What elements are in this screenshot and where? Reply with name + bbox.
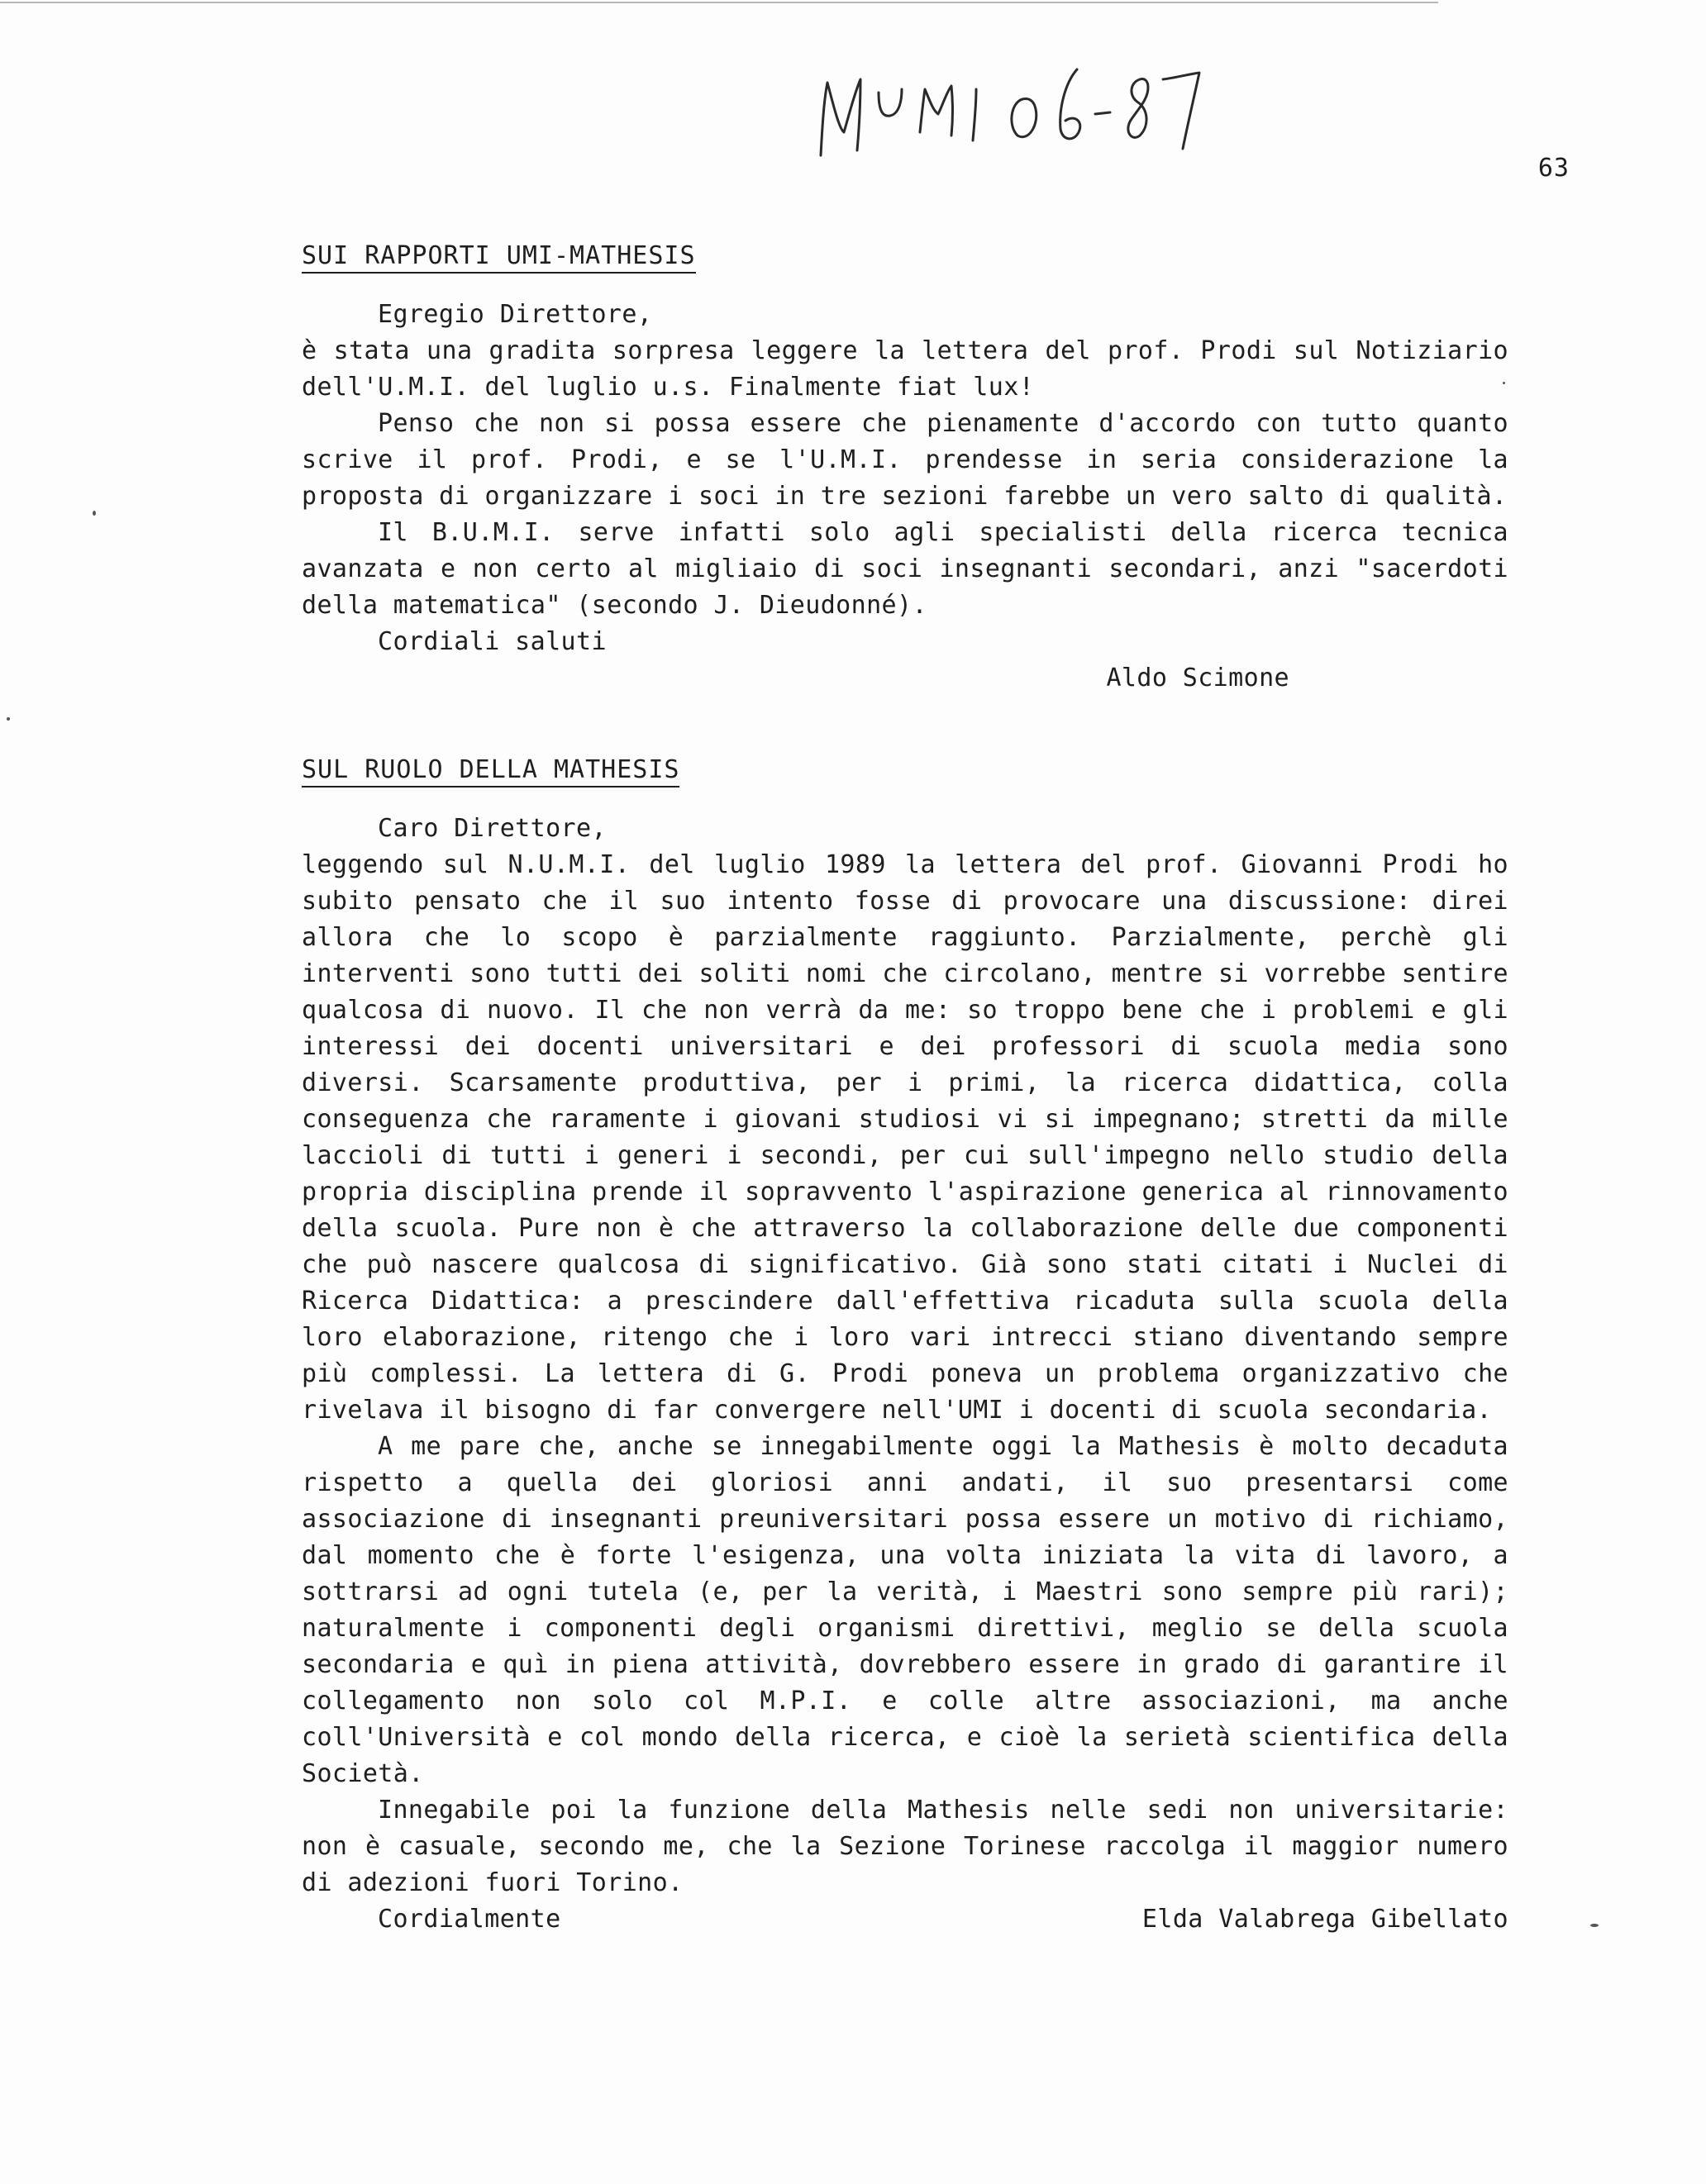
- letter-signature: Elda Valabrega Gibellato: [1141, 1905, 1508, 1934]
- letter-paragraph: Penso che non si possa essere che pienamente d'accordo con tutto quanto scrive il prof. Prodi, e se l'U.M.I. prendesse in seria considerazione la proposta di organizzare i soci in tre sezioni farebbe un vero salto di qualità.: [302, 409, 1508, 511]
- letter-section-1: [302, 241, 1508, 697]
- letter-paragraph: Innegabile poi la funzione della Mathesis nelle sedi non universitarie: non è casuale, secondo me, che la Sezione Torinese raccolga il maggior numero di adezioni fuori Torino.: [302, 1796, 1508, 1897]
- scan-speck: [7, 717, 10, 721]
- letter-body: [302, 297, 1508, 660]
- letter-title: SUI RAPPORTI UMI-MATHESIS: [302, 241, 696, 274]
- letter-body: [302, 811, 1508, 1938]
- page-number: 63: [1537, 154, 1570, 183]
- letter-paragraph: è stata una gradita sorpresa leggere la lettera del prof. Prodi sul Notiziario dell'U.M.I. del luglio u.s. Finalmente fiat lux!: [302, 336, 1508, 402]
- letter-closing: Cordialmente: [378, 1905, 561, 1934]
- letter-salutation: Egregio Direttore,: [378, 300, 653, 329]
- scan-speck: [93, 511, 96, 516]
- handwritten-archive-note: [806, 50, 1236, 174]
- letter-paragraph: A me pare che, anche se innegabilmente oggi la Mathesis è molto decaduta rispetto a quella dei gloriosi anni andati, il suo presentarsi come associazione di insegnanti preuniversitari possa essere un motivo di richiamo, dal momento che è forte l'esigenza, una volta iniziata la vita di lavoro, a sottrarsi ad ogni tutela (e, per la verità, i Maestri sono sempre più rari); naturalmente i componenti degli organismi direttivi, meglio se della scuola secondaria e quì in piena attività, dovrebbero essere in grado di garantire il collegamento non solo col M.P.I. e colle altre associazioni, ma anche coll'Università e col mondo della ricerca, e cioè la serietà scientifica della Società.: [302, 1432, 1508, 1788]
- scan-edge-line: [0, 2, 1438, 3]
- letter-closing: Cordiali saluti: [378, 627, 607, 656]
- scan-speck: [1590, 1924, 1599, 1927]
- letter-paragraph: Il B.U.M.I. serve infatti solo agli specialisti della ricerca tecnica avanzata e non certo al migliaio di soci insegnanti secondari, anzi "sacerdoti della matematica" (secondo J. Dieudonné).: [302, 518, 1508, 620]
- letter-signature: Aldo Scimone: [1106, 664, 1289, 692]
- letter-salutation: Caro Direttore,: [378, 814, 607, 843]
- letter-paragraph: leggendo sul N.U.M.I. del luglio 1989 la lettera del prof. Giovanni Prodi ho subito pensato che il suo intento fosse di provocare una discussione: direi allora che lo scopo è parzialmente raggiunto. Parzialmente, perchè gli interventi sono tutti dei soliti nomi che circolano, mentre si vorrebbe sentire qualcosa di nuovo. Il che non verrà da me: so troppo bene che i problemi e gli interessi dei docenti universitari e dei professori di scuola media sono diversi. Scarsamente produttiva, per i primi, la ricerca didattica, colla conseguenza che raramente i giovani studiosi vi si impegnano; stretti da mille laccioli di tutti i generi i secondi, per cui sull'impegno nello studio della propria disciplina prende il sopravvento l'aspirazione generica al rinnovamento della scuola. Pure non è che attraverso la collaborazione delle due componenti che può nascere qualcosa di significativo. Già sono stati citati i Nuclei di Ricerca Didattica: a prescindere dall'effettiva ricaduta sulla scuola della loro elaborazione, ritengo che i loro vari intrecci stiano diventando sempre più complessi. La lettera di G. Prodi poneva un problema organizzativo che rivelava il bisogno di far convergere nell'UMI i docenti di scuola secondaria.: [302, 850, 1508, 1425]
- letter-section-2: [302, 755, 1508, 1938]
- letter-title: SUL RUOLO DELLA MATHESIS: [302, 755, 679, 787]
- scan-speck: [1503, 382, 1505, 384]
